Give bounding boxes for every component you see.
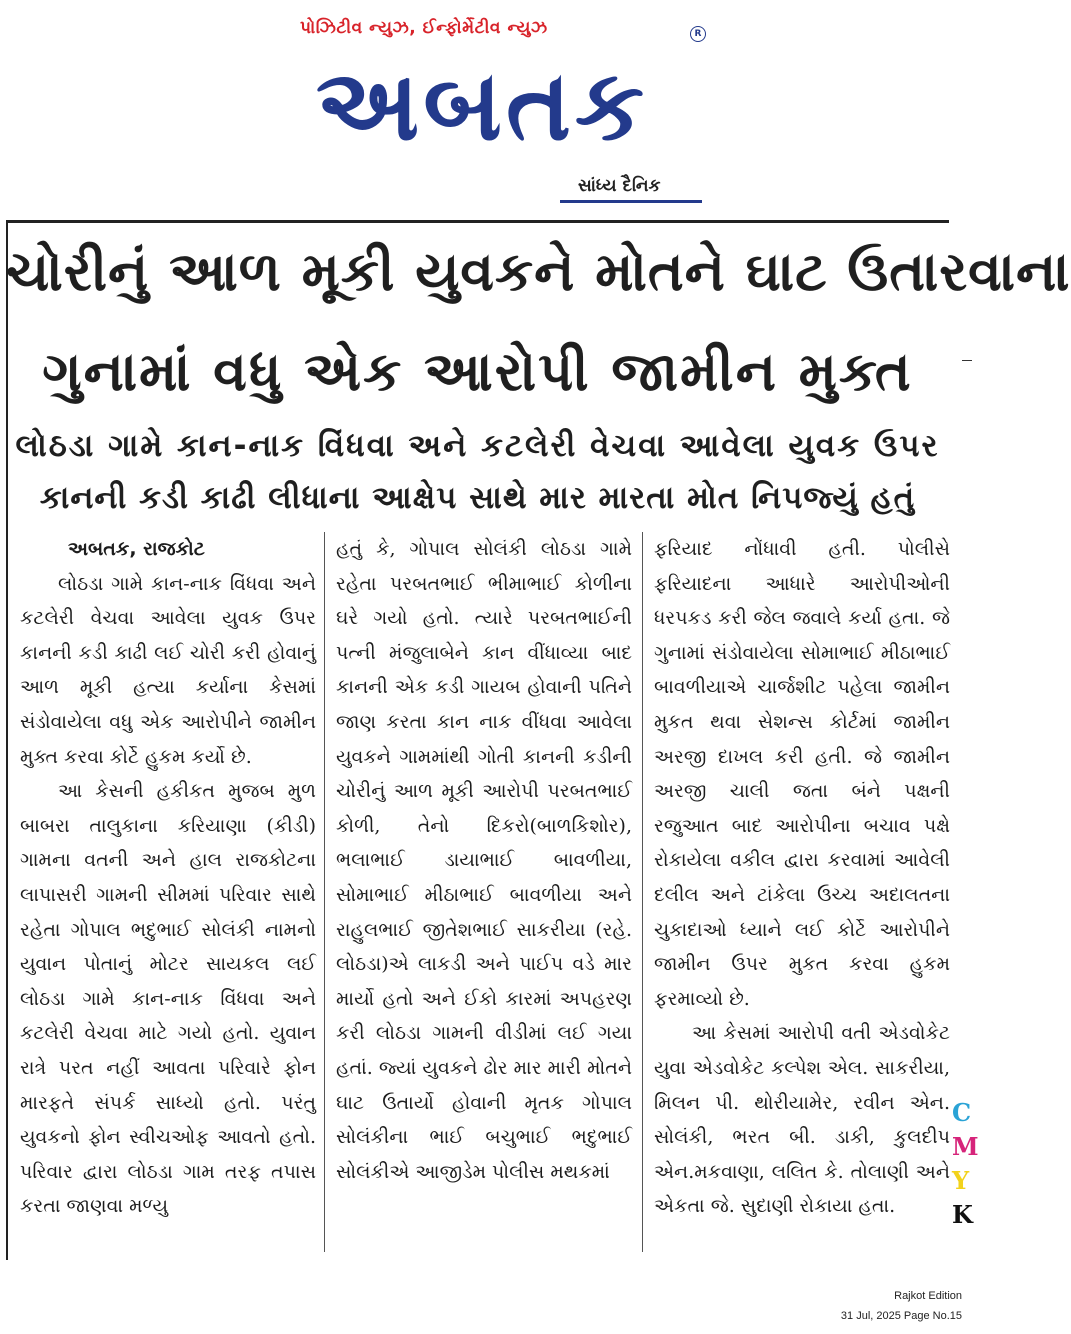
sublogo-underline	[560, 200, 702, 203]
cmyk-mark-y: Y	[952, 1166, 970, 1195]
article-column-2	[336, 532, 632, 1189]
cmyk-mark-k: K	[952, 1200, 973, 1229]
masthead	[0, 0, 972, 210]
newspaper-sublogo: સાંધ્ય દૈનિક	[578, 176, 661, 196]
paragraph: હતું કે, ગોપાલ સોલંકી લોઠડા ગામે રહેતા પરબતભાઈ ભીમાભાઈ કોળીના ઘરે ગયો હતો. ત્યારે પરબતભાઈની પત્ની મંજુલાબેને કાન વીંધાવ્યા બાદ કાનની એક કડી ગાયબ હોવાની પતિને જાણ કરતા કાન નાક વીંધવા આવેલા યુવકને ગામમાંથી ગોતી કાનની કડીની ચોરીનું આળ મૂકી આરોપી પરબતભાઈ કોળી, તેનો દિકરો(બાળકિશોર), ભલાભાઈ ડાયાભાઈ બાવળીયા, સોમાભાઈ મીઠાભાઈ બાવળીયા અને રાહુલભાઈ જીતેશભાઈ સાકરીયા (રહે. લોઠડા)એ લાકડી અને પાઈપ વડે માર માર્યો હતો અને ઈકો કારમાં અપહરણ કરી લોઠડા ગામની વીડીમાં લઈ ગયા હતાં. જ્યાં યુવકને ઢોર માર મારી મોતને ઘાટ ઉતાર્યો હોવાની મૃતક ગોપાલ સોલંકીના ભાઈ બચુભાઈ ભદુભાઈ સોલંકીએ આજીડેમ પોલીસ મથકમાં	[336, 538, 632, 1183]
tagline: પોઝિટીવ ન્યુઝ, ઈન્ફોર્મેટીવ ન્યુઝ	[300, 18, 548, 38]
byline: અબતક, રાજકોટ	[68, 538, 205, 560]
article-column-3	[654, 532, 950, 1224]
headline-line-1: ચોરીનું આળ મૂકી યુવકને મોતને ઘાટ ઉતારવાના	[6, 240, 1071, 303]
margin-tick	[962, 360, 972, 361]
article-column-1	[20, 532, 316, 1224]
newspaper-logo: અબતક	[315, 49, 649, 163]
paragraph: લોઠડા ગામે કાન-નાક વિંધવા અને કટલેરી વેચવા આવેલા યુવક ઉપર કાનની કડી કાઢી લઈ ચોરી કરી હોવાનું આળ મૂકી હત્યા કર્યાના કેસમાં સંડોવાયેલા વધુ એક આરોપીને જામીન મુક્ત કરવા કોર્ટે હુકમ કર્યો છે.	[20, 572, 316, 768]
article-top-rule	[6, 220, 949, 223]
column-divider	[324, 532, 325, 1252]
edition-label: Rajkot Edition	[894, 1290, 962, 1302]
paragraph: આ કેસમાં આરોપી વતી એડવોકેટ યુવા એડવોકેટ કલ્પેશ એલ. સાકરીયા, મિલન પી. થોરીયામેર, રવીન એન. સોલંકી, ભરત બી. ડાકી, કુલદીપ એન.મકવાણા, લલિત કે. તોલાણી અને એકતા જે. સુદાણી રોકાયા હતા.	[654, 1022, 950, 1218]
registered-mark-icon: R	[690, 26, 706, 42]
subheadline-line-1: લોઠડા ગામે કાન-નાક વિંધવા અને કટલેરી વેચવા આવેલા યુવક ઉપર	[15, 428, 940, 464]
paragraph: આ કેસની હકીકત મુજબ મુળ બાબરા તાલુકાના કરિયાણા (કીડી) ગામના વતની અને હાલ રાજકોટના લાપાસરી ગામની સીમમાં પરિવાર સાથે રહેતા ગોપાલ ભદુભાઈ સોલંકી નામનો યુવાન પોતાનું મોટર સાયકલ લઈ લોઠડા ગામે કાન-નાક વિંધવા અને કટલેરી વેચવા માટે ગયો હતો. યુવાન રાત્રે પરત નહીં આવતા પરિવારે ફોન મારફતે સંપર્ક સાધ્યો હતો. પરંતુ યુવકનો ફોન સ્વીચઓફ આવતો હતો. પરિવાર દ્વારા લોઠડા ગામ તરફ તપાસ કરતા જાણવા મળ્યુ	[20, 780, 316, 1218]
news-article	[6, 220, 1071, 1260]
paragraph: ફરિયાદ નોંધાવી હતી. પોલીસે ફરિયાદના આધારે આરોપીઓની ધરપકડ કરી જેલ જવાલે કર્યા હતા. જે ગુનામાં સંડોવાયેલા સોમાભાઈ મીઠાભાઈ બાવળીયાએ ચાર્જશીટ પહેલા જામીન મુકત થવા સેશન્સ કોર્ટમાં જામીન અરજી દાખલ કરી હતી. જે જામીન અરજી ચાલી જતા બંને પક્ષની રજુઆત બાદ આરોપીના બચાવ પક્ષે રોકાયેલા વકીલ દ્વારા કરવામાં આવેલી દલીલ અને ટાંકેલા ઉચ્ચ અદાલતના ચુકાદાઓ ધ્યાને લઈ કોર્ટે આરોપીને જામીન ઉપર મુકત કરવા હુકમ ફરમાવ્યો છે.	[654, 538, 950, 1010]
subheadline-line-2: કાનની કડી કાઢી લીધાના આક્ષેપ સાથે માર મારતા મોત નિપજ્યું હતું	[39, 480, 916, 516]
headline-line-2: ગુનામાં વધુ એક આરોપી જામીન મુક્ત	[42, 340, 913, 403]
date-page-label: 31 Jul, 2025 Page No.15	[840, 1310, 962, 1322]
cmyk-mark-c: C	[952, 1098, 972, 1127]
column-divider	[642, 532, 643, 1252]
cmyk-mark-m: M	[952, 1132, 979, 1161]
